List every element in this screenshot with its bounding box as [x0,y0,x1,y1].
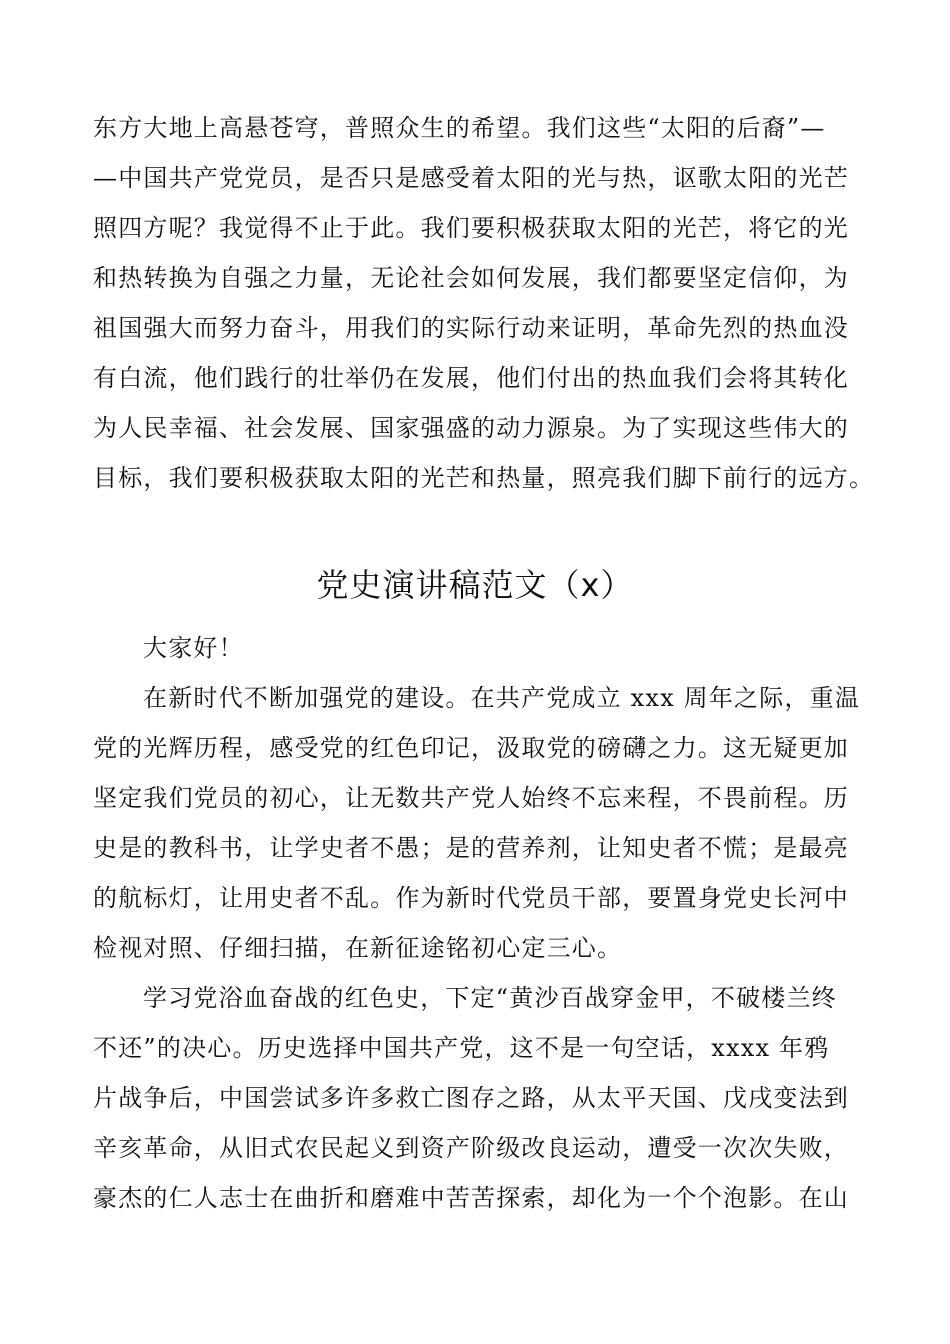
text-line: 照四方呢？我觉得不止于此。我们要积极获取太阳的光芒，将它的光 [93,214,849,242]
greeting: 大家好！ [143,634,244,662]
text-line: 的航标灯，让用史者不乱。作为新时代党员干部，要置身党史长河中 [93,884,849,912]
text-line: 东方大地上高悬苍穹，普照众生的希望。我们这些“太阳的后裔”— [93,114,826,142]
page-title: 党史演讲稿范文（x） [316,566,634,604]
text-line: 豪杰的仁人志士在曲折和磨难中苦苦探索，却化为一个个泡影。在山 [93,1184,849,1212]
text-line: 片战争后，中国尝试多许多救亡图存之路，从太平天国、戊戌变法到 [93,1084,849,1112]
text-line: 辛亥革命，从旧式农民起义到资产阶级改良运动，遭受一次次失败， [93,1134,849,1162]
text-line: 检视对照、仔细扫描，在新征途铭初心定三心。 [93,934,623,962]
text-line: 史是的教科书，让学史者不愚；是的营养剂，让知史者不慌；是最亮 [93,834,849,862]
text-line: 不还”的决心。历史选择中国共产党，这不是一句空话，xxxx 年鸦 [93,1034,830,1062]
text-line: 为人民幸福、社会发展、国家强盛的动力源泉。为了实现这些伟大的 [93,414,849,442]
text-line: —中国共产党党员，是否只是感受着太阳的光与热，讴歌太阳的光芒 [93,164,849,192]
text-line: 学习党浴血奋战的红色史，下定“黄沙百战穿金甲，不破楼兰终 [143,984,837,1012]
text-line: 目标，我们要积极获取太阳的光芒和热量，照亮我们脚下前行的远方。 [93,464,875,492]
text-line: 党的光辉历程，感受党的红色印记，汲取党的磅礴之力。这无疑更加 [93,734,849,762]
text-line: 坚定我们党员的初心，让无数共产党人始终不忘来程，不畏前程。历 [93,784,849,812]
text-line: 祖国强大而努力奋斗，用我们的实际行动来证明，革命先烈的热血没 [93,314,849,342]
text-line: 和热转换为自强之力量，无论社会如何发展，我们都要坚定信仰，为 [93,264,849,292]
text-line: 在新时代不断加强党的建设。在共产党成立 xxx 周年之际，重温 [143,684,861,712]
text-line: 有白流，他们践行的壮举仍在发展，他们付出的热血我们会将其转化 [93,364,849,392]
